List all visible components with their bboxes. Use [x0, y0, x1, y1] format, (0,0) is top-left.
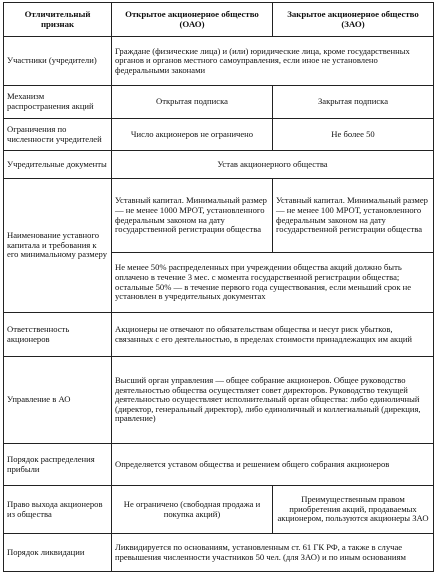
merged-value-cell: Граждане (физические лица) и (или) юридические лица, кроме государственных органов и органов местного самоуправления, если иное не установлено федеральными законами	[112, 37, 434, 86]
table-row	[4, 119, 434, 151]
feature-cell: Управление в АО	[4, 357, 112, 444]
feature-cell: Учредительные документы	[4, 151, 112, 179]
merged-value-cell: Устав акционерного общества	[112, 151, 434, 179]
feature-cell: Участники (учредители)	[4, 37, 112, 86]
merged-value-cell: Акционеры не отвечают по обязательствам общества и несут риск убытков, связанных с его деятельностью, в пределах стоимости принадлежащих им акций	[112, 313, 434, 357]
zao-value-cell: Уставный капитал. Минимальный размер — не менее 100 МРОТ, установленного федеральным законом на дату государственной регистрации общества	[273, 179, 434, 253]
feature-cell: Право выхода акционеров из общества	[4, 486, 112, 534]
feature-cell: Наименование уставного капитала и требования к его минимальному размеру	[4, 179, 112, 313]
table-row	[4, 179, 434, 253]
merged-value-cell: Не менее 50% распределенных при учреждении общества акций должно быть оплачено в течение 3 мес. с момента государственной регистрации общества; остальные 50% — в течение первого года существования, если меньший срок не установлен в учредительных документах	[112, 253, 434, 313]
comparison-table	[3, 2, 434, 572]
oao-value-cell: Не ограничено (свободная продажа и покупка акций)	[112, 486, 273, 534]
feature-cell: Механизм распространения акций	[4, 86, 112, 119]
feature-cell: Порядок распределения прибыли	[4, 444, 112, 486]
header-oao: Открытое акционерное общество (ОАО)	[112, 3, 273, 37]
feature-cell: Ответственность акционеров	[4, 313, 112, 357]
table-row	[4, 357, 434, 444]
feature-cell: Ограничения по численности учредителей	[4, 119, 112, 151]
table-row	[4, 86, 434, 119]
zao-value-cell: Преимущественным правом приобретения акций, продаваемых акционером, пользуются акционеры ЗАО	[273, 486, 434, 534]
oao-value-cell: Уставный капитал. Минимальный размер — не менее 1000 МРОТ, установленного федеральным законом на дату государственной регистрации общества	[112, 179, 273, 253]
table-row	[4, 151, 434, 179]
merged-value-cell: Ликвидируется по основаниям, установленным ст. 61 ГК РФ, а также в случае превышения численности участников 50 чел. (для ЗАО) и по иным основаниям	[112, 534, 434, 572]
feature-cell: Порядок ликвидации	[4, 534, 112, 572]
zao-value-cell: Не более 50	[273, 119, 434, 151]
table-row	[4, 486, 434, 534]
oao-value-cell: Открытая подписка	[112, 86, 273, 119]
oao-value-cell: Число акционеров не ограничено	[112, 119, 273, 151]
header-feature: Отличительный признак	[4, 3, 112, 37]
header-row	[4, 3, 434, 37]
table-row	[4, 534, 434, 572]
table-row	[4, 444, 434, 486]
merged-value-cell: Определяется уставом общества и решением общего собрания акционеров	[112, 444, 434, 486]
table-row	[4, 37, 434, 86]
merged-value-cell: Высший орган управления — общее собрание акционеров. Общее руководство деятельностью общества осуществляет совет директоров. Руководство текущей деятельностью осуществляет исполнительный орган общества: либо единоличный (директор, генеральный директор), либо единоличный и коллегиальный (дирекция, правление)	[112, 357, 434, 444]
zao-value-cell: Закрытая подписка	[273, 86, 434, 119]
header-zao: Закрытое акционерное общество (ЗАО)	[273, 3, 434, 37]
table-row	[4, 313, 434, 357]
